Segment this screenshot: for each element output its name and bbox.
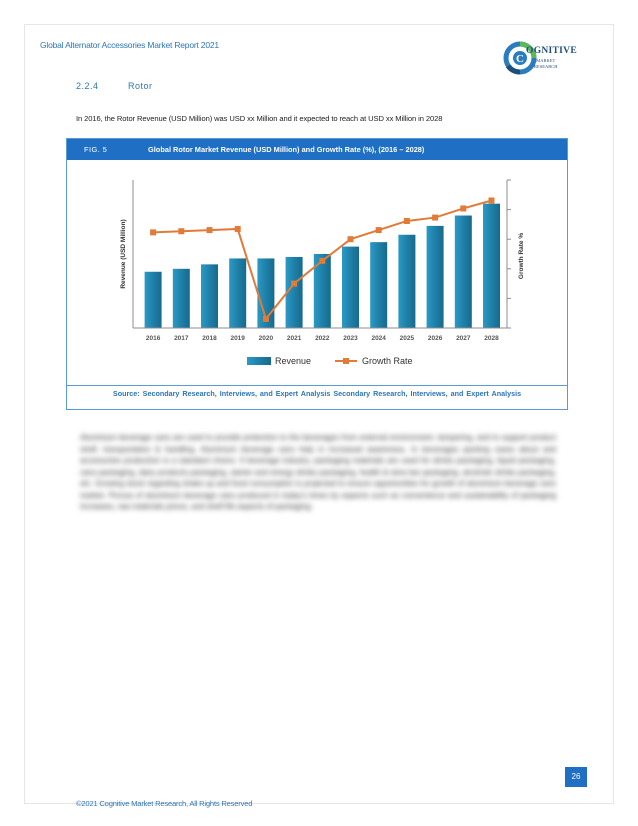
growth-marker-2016 [150, 229, 156, 235]
growth-marker-2018 [207, 227, 213, 233]
intro-paragraph: In 2016, the Rotor Revenue (USD Million) was USD xx Million and it expected to reach at USD xx Million in 2028 [76, 114, 443, 123]
blurred-body-text [80, 432, 556, 513]
revenue-growth-chart [67, 160, 567, 384]
blurred-paragraph: Aluminium beverage cans are used to provide protection to the beverages from external environment, tampering, and to support product shelf, transportation & handling. Aluminium beverage cans help in increased awareness. In beverages packing cases about and accessories production is a standard choice. It beverage industry, packaging materials are used for drinks packaging, liquid packaging, cans packaging, dairy products packaging, starter and energy drinks packaging, health & wine bar packaging, alcoholic drinks packaging, etc. Growing stock regarding shake up and food consumption is projected to ensure opportunities for growth of aluminium beverage cans market. Porous of aluminium beverage cans produced in today's times by aspects such as convenience and sustainability of packaging increases, raw materials prices, and shelf life aspects of packaging. [80, 433, 556, 511]
growth-marker-2026 [432, 215, 438, 221]
revenue-bar-2026 [427, 226, 444, 328]
x-tick-label-2025: 2025 [399, 335, 415, 342]
growth-marker-2027 [460, 205, 466, 211]
growth-marker-2023 [348, 236, 354, 242]
figure-box [66, 138, 568, 410]
logo-sub-line-2: RESEARCH [534, 63, 558, 69]
logo-sub-line-1: MARKET [536, 58, 556, 63]
growth-marker-2024 [376, 227, 382, 233]
y-axis-label-left: Revenue (USD Million) [120, 219, 127, 289]
revenue-bar-2025 [398, 235, 415, 328]
x-tick-label-2016: 2016 [145, 335, 161, 342]
growth-marker-2017 [178, 228, 184, 234]
section-title: Rotor [128, 81, 153, 91]
x-tick-label-2022: 2022 [315, 335, 330, 342]
legend [247, 356, 413, 366]
revenue-bar-2023 [342, 247, 359, 328]
legend-growth-marker [343, 358, 349, 364]
growth-marker-2021 [291, 281, 297, 287]
legend-revenue-label: Revenue [275, 356, 312, 366]
revenue-bar-2024 [370, 242, 387, 328]
growth-marker-2019 [235, 226, 241, 232]
footer-copyright: ©2021 Cognitive Market Research, All Rights Reserved [76, 799, 253, 808]
revenue-bar-2019 [229, 258, 246, 328]
x-tick-label-2017: 2017 [174, 335, 189, 342]
figure-header [67, 139, 567, 160]
logo-subtitle [534, 58, 558, 69]
growth-marker-2022 [319, 258, 325, 264]
x-tick-label-2024: 2024 [371, 335, 386, 342]
revenue-bar-2027 [455, 216, 472, 328]
x-tick-label-2027: 2027 [456, 335, 471, 342]
x-tick-label-2028: 2028 [484, 335, 499, 342]
x-tick-label-2020: 2020 [258, 335, 274, 342]
legend-growth-label: Growth Rate [362, 356, 413, 366]
x-tick-label-2019: 2019 [230, 335, 245, 342]
y-axis-label-right: Growth Rate % [518, 232, 525, 280]
section-heading [76, 81, 153, 91]
growth-marker-2028 [489, 197, 495, 203]
figure-label: FIG. 5 [84, 145, 108, 154]
section-number: 2.2.4 [76, 81, 99, 91]
revenue-bar-2016 [145, 272, 162, 328]
x-tick-label-2026: 2026 [427, 335, 443, 342]
report-title: Global Alternator Accessories Market Report 2021 [40, 40, 219, 50]
company-logo [500, 36, 580, 80]
x-tick-label-2021: 2021 [286, 335, 302, 342]
revenue-bar-2028 [483, 204, 500, 328]
page-number: 26 [565, 767, 587, 787]
svg-text:C: C [516, 53, 524, 65]
x-tick-label-2023: 2023 [343, 335, 358, 342]
revenue-bar-2018 [201, 264, 218, 328]
legend-revenue-swatch [247, 357, 271, 365]
figure-title: Global Rotor Market Revenue (USD Million) and Growth Rate (%), (2016 – 2028) [148, 145, 425, 154]
x-tick-label-2018: 2018 [202, 335, 217, 342]
growth-marker-2025 [404, 218, 410, 224]
growth-marker-2020 [263, 316, 269, 322]
logo-word: OGNITIVE [526, 46, 577, 56]
revenue-bar-2017 [173, 269, 190, 328]
chart-area [67, 160, 567, 386]
figure-source: Source: Secondary Research, Interviews, and Expert Analysis Secondary Research, Interviews, and Expert Analysis [112, 389, 522, 398]
